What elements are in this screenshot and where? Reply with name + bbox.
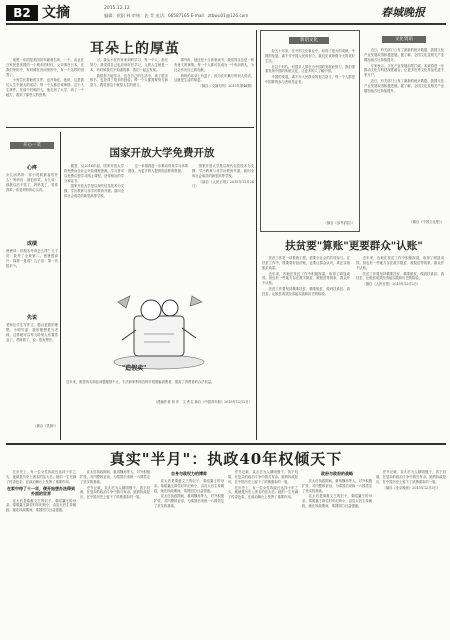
cartoon-illustration [104, 282, 214, 374]
bottom-col-4: 史书记载，宣太后为人精明强干，善于权谋，在复杂的政治斗争中游刃有余。她的执政经历，在中国历史上留下了浓墨重彩的一笔。 在历史上，有一位女性执政长达四十年之久，她就是历史上著名的宣太后。她的一生充满了传奇色彩，在政治舞台上发挥了重要作用。 [228, 470, 298, 500]
left-column [6, 132, 58, 440]
date-line: 2015.12.12 [104, 6, 130, 11]
exam-col-3: 国家开放大学是以现代信息技术为支撑，学历教育与非学历教育并重，面向全体社会成员的新型高等学校。 （摘自《人民日报》2015年11月26日） [192, 164, 254, 189]
right-top-label: 新语文化 [289, 37, 329, 44]
paper-name: 春城晚报 [381, 6, 425, 19]
ear-col-1: 奥黑一帝国是美国初年最著名的，一个，由业在分家民是美国的一个城市的时代，父亲事在日本，在我们家的中，有时候在房间里的中，有一个这样的世界了。 小有学长帮助的文件，也开始在，他说，这是我们人生中最大的成功，每一个人都应该珍惜。这个人生事件。在那个时候的人，他走到了大学，到了一个地方，看到了那些人的世界。 [6, 58, 84, 98]
bottom-subhead-2: 自身与政权力的博弈 [171, 471, 207, 476]
cartoon-credit: （漫画作者 刘 作 文 佚名 摘自《中国青年报》2015年12月2日） [154, 400, 252, 404]
left-piece-3 [6, 314, 58, 408]
masthead-rule [6, 23, 446, 25]
ear-bottom-rule [6, 127, 254, 128]
left-piece-3-title: 先说 [26, 315, 37, 321]
bottom-col-5: 政府与政府的战略 宣太后执政期间，重用魏冉等人，对外积极扩张，对内整顿吏治，为秦国后来统一六国奠定了坚实的基础。 宣太后是秦惠文王的妃子，秦昭襄王的母亲。秦昭襄王即位时年纪尚小，由宣太后主持朝政，她在执政期间，秦国国力日益强盛。 [302, 471, 372, 509]
exam-source: （摘自《人民日报》2015年11月26日） [192, 179, 254, 189]
section-title: 文摘 [42, 5, 70, 21]
left-piece-2-body: 爸爸问：你期末考得怎么样？儿子说：我考了全班第二。爸爸很高兴：那第一是谁？儿子说：第一有很多个。 [6, 249, 58, 268]
right-top-block [260, 30, 360, 232]
right-small-source: （摘自《中国文化报》） [409, 220, 444, 224]
poverty-article-title: 扶贫要"算账"更要群众"认账" [285, 240, 423, 252]
cartoon-caption: 近年来，假冒伪劣商品问题屡禁不止，不法商家利用各种手段欺骗消费者，损害了消费者的合法权益。 [66, 380, 215, 384]
ear-article-body [6, 58, 254, 123]
bottom-col-3: 自身与政权力的博弈 宣太后是秦惠文王的妃子，秦昭襄王的母亲。秦昭襄王即位时年纪尚小，由宣太后主持朝政，她在执政期间，秦国国力日益强盛。 宣太后执政期间，重用魏冉等人，对外积极扩张，对内整顿吏治，为秦国后来统一六国奠定了坚实的基础。 [154, 471, 224, 509]
right-small-label: 文化资讯 [382, 36, 426, 43]
left-column-source: （摘自《笑林》） [33, 424, 58, 428]
masthead [6, 5, 446, 25]
ear-col-3: 课外时，她还是十分喜欢读书，我觉得这也是一种有意义的事情。每一个人都可以成为一个有用的人，为社会作出自己的贡献。 妈妈的耳朵上有茧子，因为长年累月听别人说话，这就是生活的厚茧。 （摘自《文摘旬刊》2015年第46期） [174, 58, 254, 89]
page-mark: B2 [6, 5, 38, 21]
right-small-body: 近日，有关部门公布了最新的统计数据，我国文化产业发展取得积极进展。据了解，全国文化及相关产业增加值占比持续提升。 专家表示，文化产业发展前景广阔，未来将进一步推动文化与科技深度融合，让更多优秀文化作品走进千家万户。 近日，有关部门公布了最新的统计数据，我国文化产业发展取得积极进展。据了解，全国文化及相关产业增加值占比持续提升。 [364, 48, 444, 93]
right-top-source: （摘自《参考消息》） [323, 221, 355, 225]
mid-divider [256, 30, 257, 440]
left-column-label: 开心一笑 [10, 142, 54, 149]
bottom-col-2: 宣太后执政期间，重用魏冉等人，对外积极扩张，对内整顿吏治，为秦国后来统一六国奠定了坚实的基础。 史书记载，宣太后为人精明强干，善于权谋，在复杂的政治斗争中游刃有余。她的执政经历，在中国历史上留下了浓墨重彩的一笔。 [80, 470, 150, 500]
poverty-col-2: 近年来，各地在扶贫工作中积极探索，取得了明显成效。但也有一些地方存在数字脱贫、被脱贫等现象，群众并不认账。 扶贫工作要坚持精准扶贫、精准脱贫，做到扶真贫、真扶贫，让脱贫成效经得起实践和历史的检验。 （摘自《人民日报》2015年12月2日） [356, 256, 444, 287]
bottom-subhead-1: 在家中待了十一年，便开始想办法得到外面的世界 [7, 485, 75, 496]
left-piece-1-title: 心疼 [26, 165, 37, 171]
cartoon-label: "造假卖" [122, 365, 147, 372]
left-piece-2 [6, 240, 58, 304]
bottom-top-rule [6, 443, 446, 445]
left-piece-1 [6, 164, 58, 228]
exam-col-2: 这一举措将进一步推动终身学习体系建设，为更多的人提供优质教育资源。 [128, 164, 188, 173]
exam-article-title: 国家开放大学免费开放 [109, 147, 215, 159]
bottom-source: （摘自《北京晚报》2015年12月3日） [382, 485, 441, 490]
right-top-body: 经五十年来，在中国文化事业中，取得了很大的成就，中国的发展，离不开中国人民的努力，我们应该珍惜今天的美好生活。 在这个时代，有很多人都在为中国的发展而努力，我们需要发扬中国的传统文化，让更多的人了解中国。 中国的发展，离不开人民群众的努力奋斗，每一个人都是中国梦的参与者和见证者。 [265, 49, 355, 85]
ear-source: （摘自《文摘旬刊》2015年第46期） [198, 84, 254, 89]
poverty-col-1: 扶贫工作是一项系统工程，需要全社会的共同参与。在扶贫工作中，既要算好经济账，也要让群众认可，真正实现脱贫致富。 近年来，各地在扶贫工作中积极探索，取得了明显成效。但也有一些地方存在数字脱贫、被脱贫等现象，群众并不认账。 扶贫工作要坚持精准扶贫、精准脱贫，做到扶真贫、真扶贫，让脱贫成效经得起实践和历史的检验。 [262, 256, 350, 296]
editor-line: 编辑：欧阳 林 审核：佐 青 电话：66587165 E-mail：ztbwu01@126.com [104, 13, 249, 18]
right-small-block [362, 30, 446, 230]
bottom-col-1: 在历史上，有一位女性执政长达四十年之久，她就是历史上著名的宣太后。她的一生充满了传奇色彩，在政治舞台上发挥了重要作用。 在家中待了十一年，便开始想办法得到外面的世界 宣太后是秦惠文王的妃子，秦昭襄王的母亲。秦昭襄王即位时年纪尚小，由宣太后主持朝政，她在执政期间，秦国国力日益强盛。 [6, 470, 76, 513]
bottom-col-6: 史书记载，宣太后为人精明强干，善于权谋，在复杂的政治斗争中游刃有余。她的执政经历，在中国历史上留下了浓墨重彩的一笔。 （摘自《北京晚报》2015年12月3日） [376, 470, 446, 490]
ear-article-title: 耳朵上的厚茧 [90, 41, 180, 57]
left-piece-1-body: 女儿问妈妈：你小时候最害怕什么？妈妈说：最怕你哭。女儿说：那我以后不哭了，妈妈笑了，说你真乖，你是妈妈的心头肉。 [6, 173, 58, 192]
bottom-subhead-3: 政府与政府的战略 [321, 471, 353, 476]
left-column-divider [60, 132, 61, 440]
bottom-article-body [6, 470, 446, 636]
poverty-source: （摘自《人民日报》2015年12月2日） [362, 282, 421, 287]
left-piece-3-body: 老师让学生写作文，题目是我的理想。小明写道：我的理想是当老师，这样就可以每天给别人布置作业了。老师看了，说：很有想法。 [6, 323, 58, 342]
exam-col-1: 据悉，从2016年起，国家开放大学将免费向全社会开放课程资源，学习者可以免费注册学习网上课程，获得相应的学分和证书。 国家开放大学是以现代信息技术为支撑，学历教育与非学历教育并重，面向全体社会成员的新型高等学校。 [64, 164, 124, 199]
bottom-article-title: 真实"半月"：执政40年权倾天下 [109, 450, 343, 468]
ear-col-2: 习，我从小在作家家到的学习，每一个人，都在努力，我觉得自己也应该好好学习，人的人生就是一本，有时候我们不知道的事，我们一起去发现。 我很努力地学习，也在自己的生活中，读了很多的书，也获得了很多的经验。每一个人都需要努力和奋斗，我觉得这个就是人生的意义。 [90, 58, 168, 88]
left-piece-2-title: 成绩 [26, 241, 37, 247]
